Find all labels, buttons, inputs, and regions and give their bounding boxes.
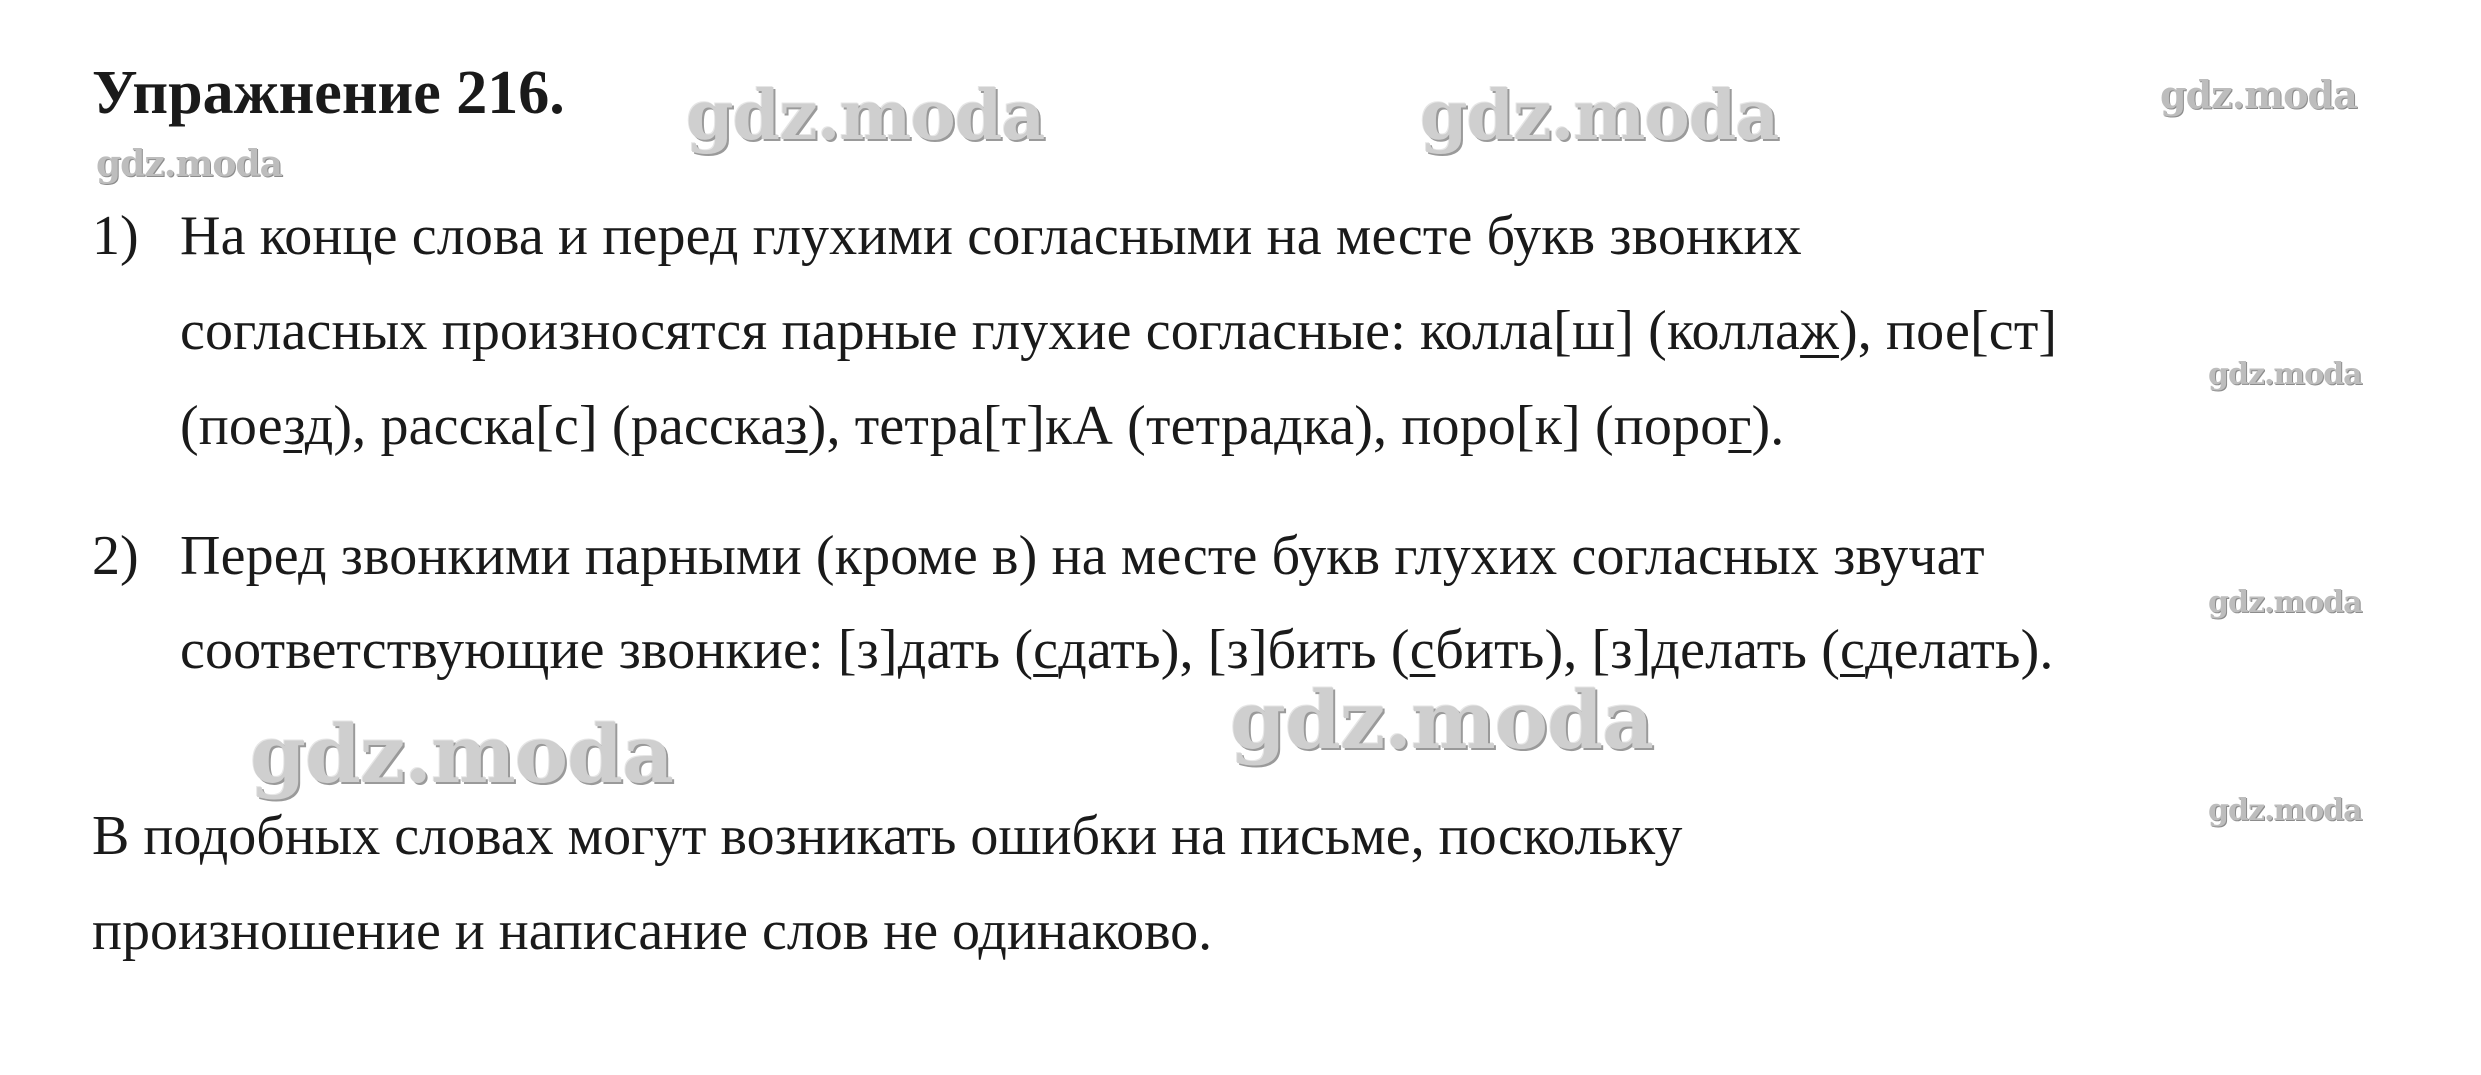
- underlined-letter: с: [1409, 619, 1436, 681]
- rule-line: [180, 525, 1985, 587]
- watermark: gdz.moda: [686, 76, 1045, 156]
- watermark: gdz.moda: [2208, 793, 2362, 828]
- watermark: gdz.moda: [2160, 72, 2357, 117]
- text-segment: соответствующие звонкие: [з]дать (: [180, 619, 1034, 681]
- text-segment: дать), [з]бить (: [1058, 619, 1410, 681]
- rule-line: [180, 395, 1785, 457]
- text-segment: На конце слова и перед глухими согласными на месте букв звонких: [180, 205, 1802, 267]
- text-segment: ).: [1751, 395, 1785, 457]
- item-number: 2): [92, 525, 139, 587]
- text-segment: Перед звонкими парными (кроме в) на месте букв глухих согласных звучат: [180, 525, 1985, 587]
- exercise-title: Упражнение 216.: [92, 59, 565, 127]
- underlined-letter: зд: [283, 395, 334, 457]
- underlined-letter: с: [1840, 619, 1866, 681]
- rule-line: [180, 300, 2058, 362]
- text-segment: согласных произносятся парные глухие согласные: колла[ш] (колла: [180, 300, 1801, 362]
- underlined-letter: з: [785, 395, 808, 457]
- watermark: gdz.moda: [1420, 76, 1779, 156]
- watermark: gdz.moda: [2208, 585, 2362, 620]
- text-segment: делать).: [1865, 619, 2054, 681]
- item-number: 1): [92, 205, 139, 267]
- watermark: gdz.moda: [1230, 673, 1653, 767]
- rule-line: [180, 205, 1802, 267]
- rule-line: [180, 619, 2054, 681]
- conclusion-line: произношение и написание слов не одинаково.: [92, 900, 1213, 962]
- underlined-letter: ж: [1800, 300, 1839, 362]
- text-segment: ), пое[ст]: [1838, 300, 2058, 362]
- text-segment: ка), поро[к] (поро: [1302, 395, 1729, 457]
- text-segment: бить), [з]делать (: [1435, 619, 1840, 681]
- text-segment: ), расска[с] (расска: [333, 395, 786, 457]
- underlined-letter: с: [1033, 619, 1059, 681]
- text-segment: (пое: [180, 395, 284, 457]
- watermark: gdz.moda: [2208, 357, 2362, 392]
- text-segment: ), тетра[т]кА (тетра: [807, 395, 1275, 457]
- conclusion-line: В подобных словах могут возникать ошибки на письме, поскольку: [92, 805, 1683, 867]
- watermark: gdz.moda: [96, 143, 282, 185]
- underlined-letter: г: [1728, 395, 1752, 457]
- underlined-letter: д: [1274, 395, 1303, 457]
- watermark: gdz.moda: [250, 707, 673, 801]
